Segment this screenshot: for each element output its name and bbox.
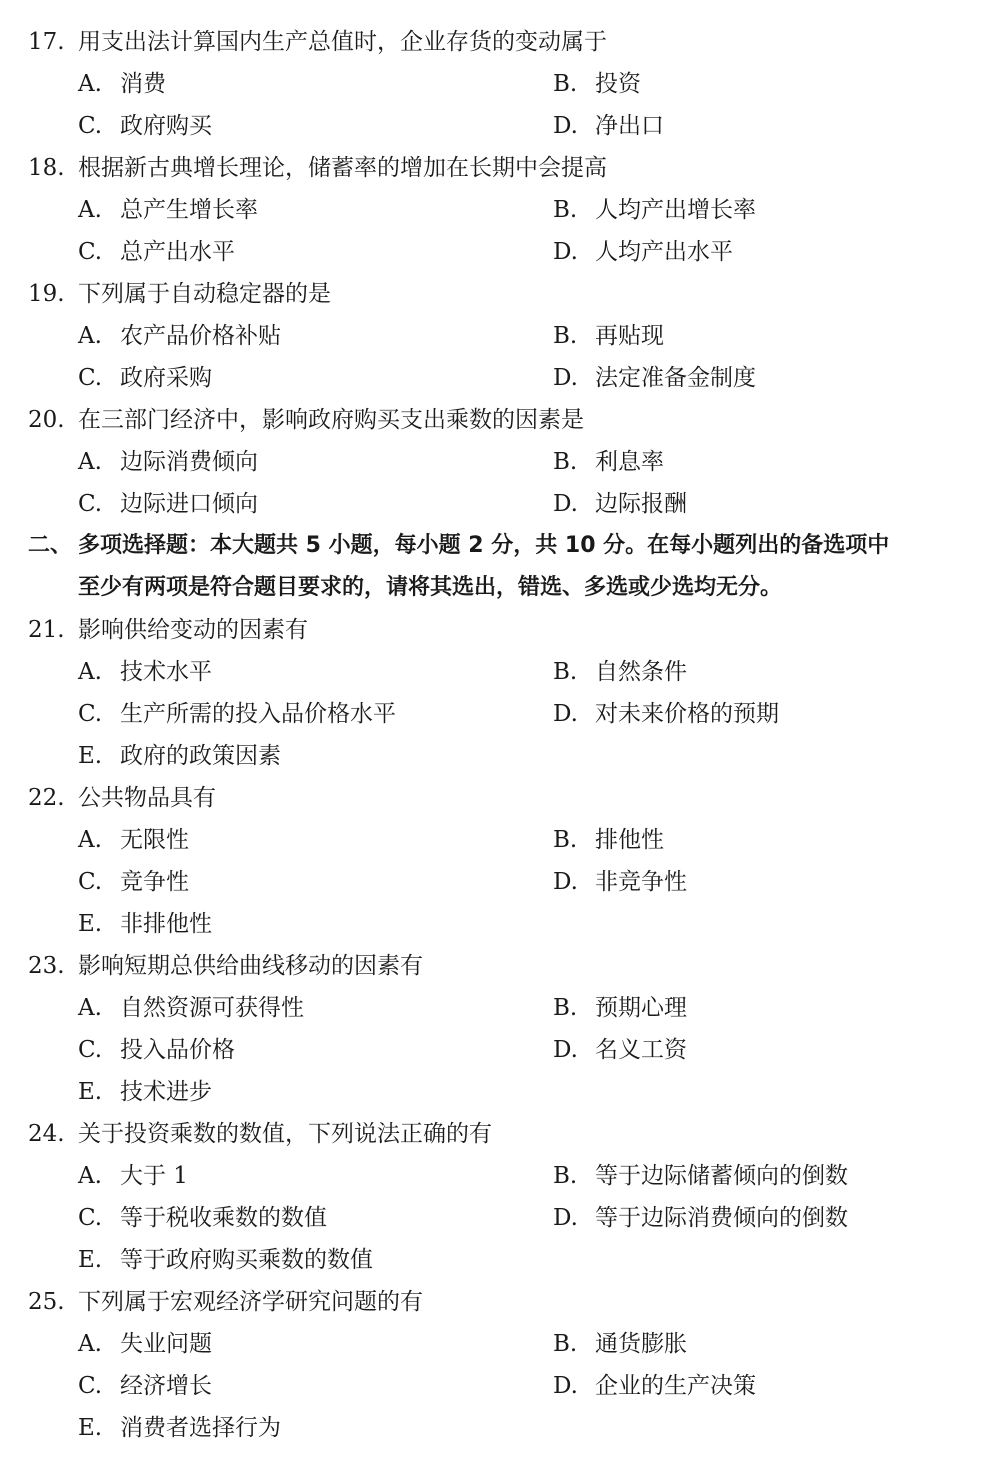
options-row <box>0 693 1000 735</box>
options-row <box>0 1155 1000 1197</box>
option-text: 总产生增长率 <box>120 197 258 223</box>
option <box>553 987 687 1029</box>
question-text: 在三部门经济中，影响政府购买支出乘数的因素是 <box>78 407 584 433</box>
question-stem <box>0 945 1000 987</box>
option <box>553 651 687 693</box>
option <box>553 1155 848 1197</box>
option <box>78 861 189 903</box>
options-row <box>0 1029 1000 1071</box>
option-text: 净出口 <box>595 113 664 139</box>
option <box>78 63 166 105</box>
option <box>78 1323 212 1365</box>
option-text: 消费 <box>120 71 166 97</box>
question-stem <box>0 777 1000 819</box>
option <box>553 315 664 357</box>
options-row <box>0 315 1000 357</box>
option <box>78 105 212 147</box>
options-row <box>0 1323 1000 1365</box>
options-row <box>0 1071 1000 1113</box>
option <box>78 1029 235 1071</box>
option <box>78 1239 373 1281</box>
question-text: 下列属于自动稳定器的是 <box>78 281 331 307</box>
option-text: 投入品价格 <box>120 1037 235 1063</box>
option-letter: C. <box>78 365 103 391</box>
options-row <box>0 105 1000 147</box>
options-row <box>0 441 1000 483</box>
option <box>553 1323 687 1365</box>
question-number: 18. <box>28 155 65 181</box>
section-heading <box>0 525 1000 567</box>
question-text: 关于投资乘数的数值，下列说法正确的有 <box>78 1121 492 1147</box>
option-letter: C. <box>78 239 103 265</box>
section-heading-cont <box>0 567 1000 609</box>
option-text: 投资 <box>595 71 641 97</box>
option-text: 总产出水平 <box>120 239 235 265</box>
option-letter: C. <box>78 1037 103 1063</box>
option-letter: B. <box>553 827 578 853</box>
question-stem <box>0 609 1000 651</box>
section-number: 二、 <box>28 533 73 558</box>
option-letter: B. <box>553 323 578 349</box>
option <box>78 231 235 273</box>
option-text: 边际报酬 <box>595 491 687 517</box>
question-number: 21. <box>28 617 65 643</box>
option-letter: B. <box>553 659 578 685</box>
option <box>78 483 258 525</box>
option-letter: A. <box>78 659 102 685</box>
option-text: 技术水平 <box>120 659 212 685</box>
question-stem <box>0 1113 1000 1155</box>
options-row <box>0 1239 1000 1281</box>
option-text: 法定准备金制度 <box>595 365 756 391</box>
option <box>553 357 756 399</box>
option-text: 等于边际消费倾向的倒数 <box>595 1205 848 1231</box>
question-number: 24. <box>28 1121 65 1147</box>
option <box>553 63 641 105</box>
option <box>553 189 756 231</box>
option-letter: D. <box>553 1373 578 1399</box>
option-text: 无限性 <box>120 827 189 853</box>
question-text: 公共物品具有 <box>78 785 216 811</box>
options-row <box>0 1197 1000 1239</box>
option-letter: E. <box>78 911 103 937</box>
option-text: 名义工资 <box>595 1037 687 1063</box>
option-text: 人均产出增长率 <box>595 197 756 223</box>
options-row <box>0 1407 1000 1449</box>
option-letter: B. <box>553 995 578 1021</box>
option-letter: A. <box>78 995 102 1021</box>
option <box>78 819 189 861</box>
option-letter: B. <box>553 1163 578 1189</box>
option-letter: A. <box>78 1163 102 1189</box>
option <box>78 357 212 399</box>
option-letter: A. <box>78 323 102 349</box>
option-text: 经济增长 <box>120 1373 212 1399</box>
option-letter: A. <box>78 449 102 475</box>
option-text: 边际消费倾向 <box>120 449 258 475</box>
option <box>78 1071 212 1113</box>
option-text: 通货膨胀 <box>595 1331 687 1357</box>
options-row <box>0 1365 1000 1407</box>
option-letter: A. <box>78 197 102 223</box>
option-text: 排他性 <box>595 827 664 853</box>
option-text: 政府采购 <box>120 365 212 391</box>
option-letter: C. <box>78 1205 103 1231</box>
option-text: 农产品价格补贴 <box>120 323 281 349</box>
options-row <box>0 735 1000 777</box>
option-letter: D. <box>553 701 578 727</box>
option-letter: A. <box>78 1331 102 1357</box>
options-row <box>0 231 1000 273</box>
option-letter: E. <box>78 1415 103 1441</box>
option-letter: C. <box>78 701 103 727</box>
option-text: 自然条件 <box>595 659 687 685</box>
option-text: 等于税收乘数的数值 <box>120 1205 327 1231</box>
question-text: 影响短期总供给曲线移动的因素有 <box>78 953 423 979</box>
option-letter: C. <box>78 491 103 517</box>
option-letter: D. <box>553 1205 578 1231</box>
option <box>553 441 664 483</box>
option-text: 非排他性 <box>120 911 212 937</box>
option <box>553 861 687 903</box>
option-letter: E. <box>78 743 103 769</box>
option-letter: D. <box>553 491 578 517</box>
question-number: 17. <box>28 29 65 55</box>
option <box>553 1029 687 1071</box>
question-stem <box>0 273 1000 315</box>
option-letter: B. <box>553 1331 578 1357</box>
option-letter: D. <box>553 1037 578 1063</box>
question-text: 下列属于宏观经济学研究问题的有 <box>78 1289 423 1315</box>
option <box>78 1365 212 1407</box>
option-letter: B. <box>553 449 578 475</box>
question-stem <box>0 21 1000 63</box>
option-text: 边际进口倾向 <box>120 491 258 517</box>
option-text: 消费者选择行为 <box>120 1415 281 1441</box>
option-text: 对未来价格的预期 <box>595 701 779 727</box>
option-text: 生产所需的投入品价格水平 <box>120 701 396 727</box>
option <box>553 483 687 525</box>
options-row <box>0 861 1000 903</box>
options-row <box>0 651 1000 693</box>
option-letter: C. <box>78 869 103 895</box>
option <box>78 441 258 483</box>
option-text: 非竞争性 <box>595 869 687 895</box>
question-number: 20. <box>28 407 65 433</box>
option-letter: B. <box>553 71 578 97</box>
options-row <box>0 357 1000 399</box>
section-instructions-line1: 多项选择题：本大题共 5 小题，每小题 2 分，共 10 分。在每小题列出的备选项中 <box>78 533 890 558</box>
option <box>553 1197 848 1239</box>
option-text: 技术进步 <box>120 1079 212 1105</box>
option <box>553 231 733 273</box>
option-letter: A. <box>78 827 102 853</box>
option <box>78 315 281 357</box>
option-text: 自然资源可获得性 <box>120 995 304 1021</box>
question-text: 根据新古典增长理论，储蓄率的增加在长期中会提高 <box>78 155 607 181</box>
option-text: 企业的生产决策 <box>595 1373 756 1399</box>
option-text: 再贴现 <box>595 323 664 349</box>
options-row <box>0 819 1000 861</box>
option-letter: A. <box>78 71 102 97</box>
option-letter: C. <box>78 1373 103 1399</box>
section-instructions-line2: 至少有两项是符合题目要求的，请将其选出，错选、多选或少选均无分。 <box>78 575 783 600</box>
options-row <box>0 483 1000 525</box>
options-row <box>0 987 1000 1029</box>
option-letter: B. <box>553 197 578 223</box>
option-letter: D. <box>553 365 578 391</box>
question-number: 23. <box>28 953 65 979</box>
question-stem <box>0 399 1000 441</box>
options-row <box>0 189 1000 231</box>
option <box>78 1407 281 1449</box>
option-letter: D. <box>553 869 578 895</box>
option-letter: E. <box>78 1079 103 1105</box>
option-text: 等于边际储蓄倾向的倒数 <box>595 1163 848 1189</box>
option-text: 等于政府购买乘数的数值 <box>120 1247 373 1273</box>
option-text: 竞争性 <box>120 869 189 895</box>
question-number: 19. <box>28 281 65 307</box>
option-letter: C. <box>78 113 103 139</box>
options-row <box>0 63 1000 105</box>
question-text: 影响供给变动的因素有 <box>78 617 308 643</box>
option-letter: E. <box>78 1247 103 1273</box>
option-text: 人均产出水平 <box>595 239 733 265</box>
question-number: 25. <box>28 1289 65 1315</box>
option-text: 利息率 <box>595 449 664 475</box>
option <box>78 693 396 735</box>
option <box>553 693 779 735</box>
option <box>553 819 664 861</box>
question-stem <box>0 1281 1000 1323</box>
options-row <box>0 903 1000 945</box>
question-stem <box>0 147 1000 189</box>
option <box>78 1155 188 1197</box>
option <box>78 987 304 1029</box>
option <box>78 1197 327 1239</box>
option-letter: D. <box>553 239 578 265</box>
option-text: 大于 1 <box>120 1163 188 1189</box>
option-text: 失业问题 <box>120 1331 212 1357</box>
option <box>553 1365 756 1407</box>
option-text: 政府购买 <box>120 113 212 139</box>
option <box>78 903 212 945</box>
question-number: 22. <box>28 785 65 811</box>
option <box>553 105 664 147</box>
option-text: 政府的政策因素 <box>120 743 281 769</box>
option <box>78 735 281 777</box>
option-text: 预期心理 <box>595 995 687 1021</box>
option <box>78 189 258 231</box>
question-text: 用支出法计算国内生产总值时，企业存货的变动属于 <box>78 29 607 55</box>
option <box>78 651 212 693</box>
option-letter: D. <box>553 113 578 139</box>
